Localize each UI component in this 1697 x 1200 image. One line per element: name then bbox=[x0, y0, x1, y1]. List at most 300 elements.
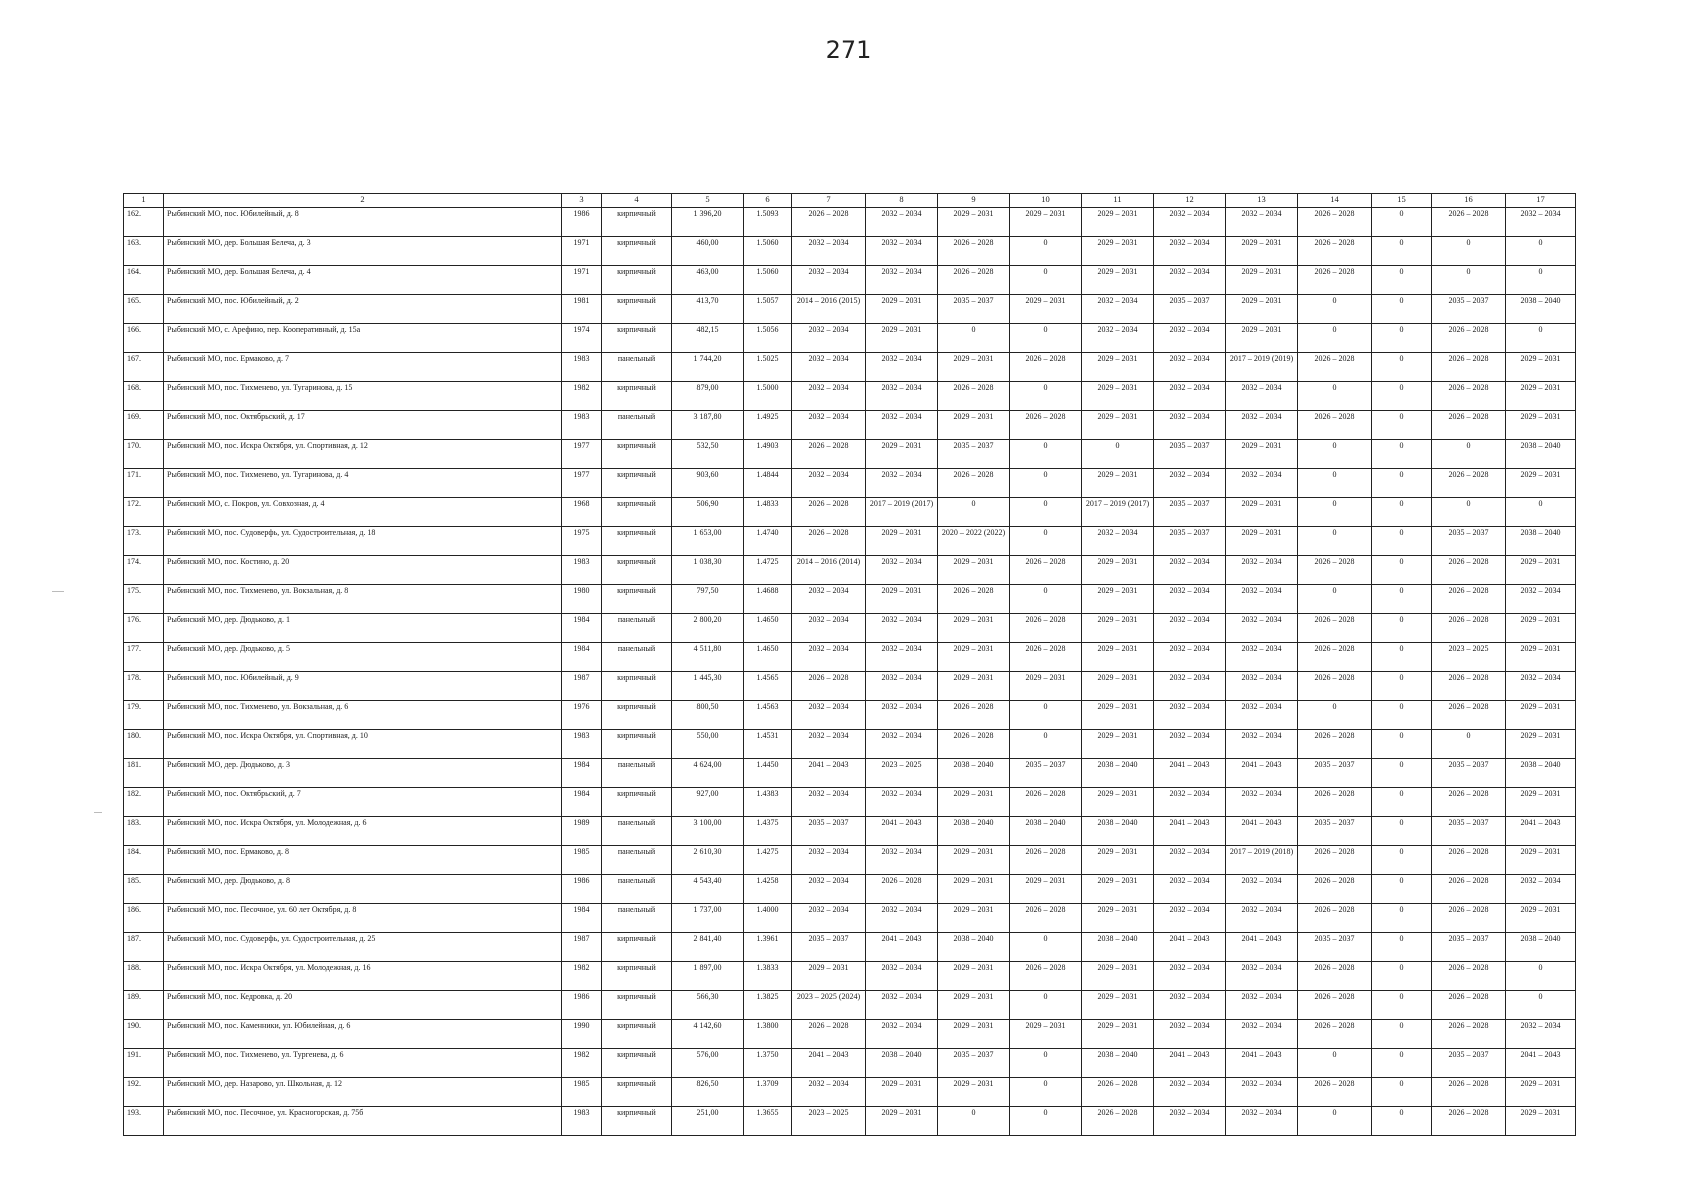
table-cell-col-15: 0 bbox=[1372, 730, 1432, 759]
table-cell-col-4: кирпичный bbox=[602, 208, 672, 237]
table-cell-col-13: 2032 – 2034 bbox=[1226, 991, 1298, 1020]
table-cell-col-7: 2032 – 2034 bbox=[792, 382, 866, 411]
table-cell-col-5: 3 187,80 bbox=[672, 411, 744, 440]
table-cell-col-7: 2014 – 2016 (2014) bbox=[792, 556, 866, 585]
table-cell-col-13: 2032 – 2034 bbox=[1226, 904, 1298, 933]
table-cell-col-12: 2032 – 2034 bbox=[1154, 1020, 1226, 1049]
table-cell-col-6: 1.3825 bbox=[744, 991, 792, 1020]
register-table bbox=[123, 193, 1576, 1136]
table-cell-col-7: 2041 – 2043 bbox=[792, 759, 866, 788]
table-row bbox=[124, 1078, 1576, 1107]
table-cell-col-12: 2041 – 2043 bbox=[1154, 759, 1226, 788]
table-cell-col-13: 2029 – 2031 bbox=[1226, 527, 1298, 556]
table-cell-col-11: 2032 – 2034 bbox=[1082, 295, 1154, 324]
table-cell-col-13: 2032 – 2034 bbox=[1226, 643, 1298, 672]
table-cell-col-4: кирпичный bbox=[602, 440, 672, 469]
table-row bbox=[124, 353, 1576, 382]
table-cell-col-2: Рыбинский МО, дер. Дюдьково, д. 5 bbox=[164, 643, 562, 672]
table-cell-col-7: 2023 – 2025 (2024) bbox=[792, 991, 866, 1020]
table-cell-col-6: 1.4740 bbox=[744, 527, 792, 556]
table-cell-col-11: 2038 – 2040 bbox=[1082, 933, 1154, 962]
table-row bbox=[124, 527, 1576, 556]
table-cell-col-5: 3 100,00 bbox=[672, 817, 744, 846]
table-cell-col-8: 2029 – 2031 bbox=[866, 295, 938, 324]
table-cell-col-1: 182. bbox=[124, 788, 164, 817]
table-cell-col-9: 2035 – 2037 bbox=[938, 1049, 1010, 1078]
table-cell-col-13: 2032 – 2034 bbox=[1226, 730, 1298, 759]
table-cell-col-16: 2026 – 2028 bbox=[1432, 962, 1506, 991]
table-cell-col-1: 180. bbox=[124, 730, 164, 759]
table-cell-col-8: 2032 – 2034 bbox=[866, 556, 938, 585]
table-cell-col-7: 2035 – 2037 bbox=[792, 817, 866, 846]
column-header-14: 14 bbox=[1298, 194, 1372, 208]
table-cell-col-14: 2026 – 2028 bbox=[1298, 643, 1372, 672]
table-cell-col-5: 1 744,20 bbox=[672, 353, 744, 382]
table-cell-col-14: 0 bbox=[1298, 1107, 1372, 1136]
table-cell-col-2: Рыбинский МО, пос. Тихменево, ул. Вокзальная, д. 8 bbox=[164, 585, 562, 614]
table-cell-col-17: 2038 – 2040 bbox=[1506, 759, 1576, 788]
table-cell-col-5: 826,50 bbox=[672, 1078, 744, 1107]
table-cell-col-12: 2035 – 2037 bbox=[1154, 498, 1226, 527]
table-cell-col-7: 2026 – 2028 bbox=[792, 1020, 866, 1049]
table-cell-col-8: 2032 – 2034 bbox=[866, 411, 938, 440]
table-cell-col-14: 2026 – 2028 bbox=[1298, 556, 1372, 585]
column-header-11: 11 bbox=[1082, 194, 1154, 208]
table-row bbox=[124, 440, 1576, 469]
table-cell-col-5: 903,60 bbox=[672, 469, 744, 498]
table-cell-col-5: 4 624,00 bbox=[672, 759, 744, 788]
table-cell-col-16: 2026 – 2028 bbox=[1432, 875, 1506, 904]
table-cell-col-1: 175. bbox=[124, 585, 164, 614]
table-cell-col-9: 2026 – 2028 bbox=[938, 730, 1010, 759]
table-cell-col-8: 2029 – 2031 bbox=[866, 1107, 938, 1136]
table-cell-col-2: Рыбинский МО, с. Покров, ул. Совхозная, д. 4 bbox=[164, 498, 562, 527]
table-cell-col-12: 2032 – 2034 bbox=[1154, 846, 1226, 875]
table-cell-col-16: 2026 – 2028 bbox=[1432, 1107, 1506, 1136]
table-cell-col-5: 800,50 bbox=[672, 701, 744, 730]
table-cell-col-8: 2029 – 2031 bbox=[866, 1078, 938, 1107]
table-cell-col-14: 2026 – 2028 bbox=[1298, 614, 1372, 643]
table-cell-col-10: 2029 – 2031 bbox=[1010, 295, 1082, 324]
table-cell-col-9: 2029 – 2031 bbox=[938, 904, 1010, 933]
table-cell-col-13: 2029 – 2031 bbox=[1226, 237, 1298, 266]
table-cell-col-2: Рыбинский МО, дер. Дюдьково, д. 1 bbox=[164, 614, 562, 643]
table-cell-col-3: 1984 bbox=[562, 759, 602, 788]
table-cell-col-5: 576,00 bbox=[672, 1049, 744, 1078]
table-cell-col-9: 2029 – 2031 bbox=[938, 672, 1010, 701]
table-cell-col-5: 927,00 bbox=[672, 788, 744, 817]
table-cell-col-12: 2032 – 2034 bbox=[1154, 208, 1226, 237]
column-header-17: 17 bbox=[1506, 194, 1576, 208]
table-cell-col-17: 0 bbox=[1506, 962, 1576, 991]
table-cell-col-16: 2035 – 2037 bbox=[1432, 1049, 1506, 1078]
table-cell-col-13: 2029 – 2031 bbox=[1226, 324, 1298, 353]
table-cell-col-2: Рыбинский МО, пос. Песочное, ул. Красногорская, д. 75б bbox=[164, 1107, 562, 1136]
table-cell-col-12: 2041 – 2043 bbox=[1154, 817, 1226, 846]
table-cell-col-10: 2035 – 2037 bbox=[1010, 759, 1082, 788]
table-cell-col-6: 1.4563 bbox=[744, 701, 792, 730]
table-cell-col-16: 0 bbox=[1432, 440, 1506, 469]
table-cell-col-6: 1.5060 bbox=[744, 237, 792, 266]
table-cell-col-2: Рыбинский МО, пос. Искра Октября, ул. Молодежная, д. 6 bbox=[164, 817, 562, 846]
table-cell-col-5: 506,90 bbox=[672, 498, 744, 527]
table-cell-col-2: Рыбинский МО, пос. Тихменево, ул. Тугаринова, д. 4 bbox=[164, 469, 562, 498]
table-cell-col-4: кирпичный bbox=[602, 237, 672, 266]
table-cell-col-10: 0 bbox=[1010, 469, 1082, 498]
table-cell-col-8: 2032 – 2034 bbox=[866, 846, 938, 875]
table-row bbox=[124, 788, 1576, 817]
table-cell-col-5: 879,00 bbox=[672, 382, 744, 411]
table-cell-col-17: 2029 – 2031 bbox=[1506, 701, 1576, 730]
table-cell-col-4: панельный bbox=[602, 411, 672, 440]
table-cell-col-17: 2032 – 2034 bbox=[1506, 875, 1576, 904]
margin-mark bbox=[52, 591, 64, 592]
table-cell-col-17: 0 bbox=[1506, 498, 1576, 527]
table-cell-col-7: 2032 – 2034 bbox=[792, 1078, 866, 1107]
table-cell-col-15: 0 bbox=[1372, 614, 1432, 643]
table-cell-col-14: 2026 – 2028 bbox=[1298, 991, 1372, 1020]
table-cell-col-5: 532,50 bbox=[672, 440, 744, 469]
table-cell-col-16: 2026 – 2028 bbox=[1432, 991, 1506, 1020]
table-cell-col-12: 2041 – 2043 bbox=[1154, 933, 1226, 962]
table-cell-col-2: Рыбинский МО, пос. Октябрьский, д. 17 bbox=[164, 411, 562, 440]
table-cell-col-11: 2038 – 2040 bbox=[1082, 1049, 1154, 1078]
table-cell-col-3: 1968 bbox=[562, 498, 602, 527]
table-cell-col-16: 2026 – 2028 bbox=[1432, 1078, 1506, 1107]
table-cell-col-14: 2035 – 2037 bbox=[1298, 759, 1372, 788]
table-cell-col-10: 2026 – 2028 bbox=[1010, 904, 1082, 933]
table-cell-col-9: 2038 – 2040 bbox=[938, 817, 1010, 846]
table-cell-col-10: 2026 – 2028 bbox=[1010, 411, 1082, 440]
table-cell-col-1: 192. bbox=[124, 1078, 164, 1107]
table-cell-col-6: 1.4275 bbox=[744, 846, 792, 875]
table-cell-col-10: 0 bbox=[1010, 585, 1082, 614]
table-cell-col-11: 2038 – 2040 bbox=[1082, 817, 1154, 846]
table-cell-col-1: 179. bbox=[124, 701, 164, 730]
table-cell-col-8: 2023 – 2025 bbox=[866, 759, 938, 788]
table-cell-col-7: 2026 – 2028 bbox=[792, 208, 866, 237]
table-cell-col-7: 2032 – 2034 bbox=[792, 730, 866, 759]
table-cell-col-3: 1983 bbox=[562, 1107, 602, 1136]
table-cell-col-14: 2026 – 2028 bbox=[1298, 353, 1372, 382]
table-cell-col-16: 0 bbox=[1432, 237, 1506, 266]
table-cell-col-1: 181. bbox=[124, 759, 164, 788]
table-cell-col-6: 1.4450 bbox=[744, 759, 792, 788]
table-cell-col-7: 2032 – 2034 bbox=[792, 266, 866, 295]
table-cell-col-17: 2032 – 2034 bbox=[1506, 585, 1576, 614]
table-cell-col-17: 2032 – 2034 bbox=[1506, 1020, 1576, 1049]
table-cell-col-12: 2032 – 2034 bbox=[1154, 469, 1226, 498]
table-cell-col-12: 2032 – 2034 bbox=[1154, 266, 1226, 295]
table-cell-col-10: 2029 – 2031 bbox=[1010, 1020, 1082, 1049]
table-cell-col-1: 185. bbox=[124, 875, 164, 904]
table-cell-col-8: 2041 – 2043 bbox=[866, 933, 938, 962]
table-cell-col-4: кирпичный bbox=[602, 701, 672, 730]
table-cell-col-10: 0 bbox=[1010, 266, 1082, 295]
table-cell-col-3: 1984 bbox=[562, 904, 602, 933]
table-cell-col-9: 2029 – 2031 bbox=[938, 353, 1010, 382]
header-row bbox=[124, 194, 1576, 208]
table-cell-col-2: Рыбинский МО, дер. Большая Белеча, д. 3 bbox=[164, 237, 562, 266]
table-cell-col-7: 2032 – 2034 bbox=[792, 701, 866, 730]
table-cell-col-1: 165. bbox=[124, 295, 164, 324]
table-cell-col-3: 1976 bbox=[562, 701, 602, 730]
table-cell-col-5: 550,00 bbox=[672, 730, 744, 759]
table-cell-col-15: 0 bbox=[1372, 962, 1432, 991]
column-header-16: 16 bbox=[1432, 194, 1506, 208]
table-cell-col-12: 2032 – 2034 bbox=[1154, 904, 1226, 933]
table-cell-col-15: 0 bbox=[1372, 498, 1432, 527]
table-cell-col-17: 2038 – 2040 bbox=[1506, 295, 1576, 324]
table-cell-col-12: 2032 – 2034 bbox=[1154, 1107, 1226, 1136]
table-row bbox=[124, 904, 1576, 933]
table-cell-col-14: 2026 – 2028 bbox=[1298, 904, 1372, 933]
table-cell-col-10: 0 bbox=[1010, 1049, 1082, 1078]
table-cell-col-2: Рыбинский МО, пос. Тихменево, ул. Тургенева, д. 6 bbox=[164, 1049, 562, 1078]
table-cell-col-5: 251,00 bbox=[672, 1107, 744, 1136]
table-cell-col-2: Рыбинский МО, пос. Искра Октября, ул. Спортивная, д. 10 bbox=[164, 730, 562, 759]
table-row bbox=[124, 672, 1576, 701]
table-cell-col-7: 2032 – 2034 bbox=[792, 469, 866, 498]
table-cell-col-17: 2029 – 2031 bbox=[1506, 614, 1576, 643]
table-cell-col-2: Рыбинский МО, пос. Кедровка, д. 20 bbox=[164, 991, 562, 1020]
table-cell-col-1: 162. bbox=[124, 208, 164, 237]
table-cell-col-3: 1971 bbox=[562, 266, 602, 295]
table-cell-col-1: 167. bbox=[124, 353, 164, 382]
table-cell-col-10: 0 bbox=[1010, 440, 1082, 469]
table-cell-col-8: 2032 – 2034 bbox=[866, 614, 938, 643]
table-cell-col-13: 2032 – 2034 bbox=[1226, 382, 1298, 411]
table-cell-col-2: Рыбинский МО, дер. Дюдьково, д. 3 bbox=[164, 759, 562, 788]
table-cell-col-17: 0 bbox=[1506, 324, 1576, 353]
table-cell-col-12: 2035 – 2037 bbox=[1154, 527, 1226, 556]
table-cell-col-3: 1983 bbox=[562, 730, 602, 759]
table-cell-col-7: 2032 – 2034 bbox=[792, 585, 866, 614]
table-cell-col-15: 0 bbox=[1372, 788, 1432, 817]
table-row bbox=[124, 759, 1576, 788]
table-cell-col-13: 2032 – 2034 bbox=[1226, 585, 1298, 614]
table-cell-col-5: 463,00 bbox=[672, 266, 744, 295]
column-header-3: 3 bbox=[562, 194, 602, 208]
table-cell-col-12: 2032 – 2034 bbox=[1154, 411, 1226, 440]
table-row bbox=[124, 266, 1576, 295]
table-cell-col-15: 0 bbox=[1372, 556, 1432, 585]
table-cell-col-3: 1986 bbox=[562, 208, 602, 237]
table-cell-col-4: кирпичный bbox=[602, 295, 672, 324]
table-cell-col-14: 0 bbox=[1298, 382, 1372, 411]
table-cell-col-12: 2032 – 2034 bbox=[1154, 353, 1226, 382]
table-cell-col-6: 1.4903 bbox=[744, 440, 792, 469]
table-cell-col-6: 1.3833 bbox=[744, 962, 792, 991]
table-cell-col-1: 183. bbox=[124, 817, 164, 846]
table-cell-col-15: 0 bbox=[1372, 411, 1432, 440]
table-cell-col-2: Рыбинский МО, пос. Судоверфь, ул. Судостроительная, д. 25 bbox=[164, 933, 562, 962]
table-cell-col-8: 2032 – 2034 bbox=[866, 208, 938, 237]
table-cell-col-14: 2026 – 2028 bbox=[1298, 875, 1372, 904]
table-cell-col-17: 2038 – 2040 bbox=[1506, 933, 1576, 962]
table-cell-col-3: 1985 bbox=[562, 846, 602, 875]
table-cell-col-8: 2032 – 2034 bbox=[866, 904, 938, 933]
table-cell-col-14: 2026 – 2028 bbox=[1298, 1020, 1372, 1049]
table-cell-col-2: Рыбинский МО, дер. Большая Белеча, д. 4 bbox=[164, 266, 562, 295]
table-cell-col-1: 176. bbox=[124, 614, 164, 643]
table-cell-col-12: 2032 – 2034 bbox=[1154, 991, 1226, 1020]
table-cell-col-1: 172. bbox=[124, 498, 164, 527]
table-cell-col-2: Рыбинский МО, пос. Юбилейный, д. 8 bbox=[164, 208, 562, 237]
table-cell-col-16: 2026 – 2028 bbox=[1432, 556, 1506, 585]
table-cell-col-6: 1.4565 bbox=[744, 672, 792, 701]
table-cell-col-8: 2032 – 2034 bbox=[866, 788, 938, 817]
table-cell-col-2: Рыбинский МО, пос. Каменники, ул. Юбилейная, д. 6 bbox=[164, 1020, 562, 1049]
table-cell-col-8: 2029 – 2031 bbox=[866, 324, 938, 353]
table-cell-col-6: 1.5093 bbox=[744, 208, 792, 237]
table-cell-col-12: 2035 – 2037 bbox=[1154, 295, 1226, 324]
table-cell-col-1: 178. bbox=[124, 672, 164, 701]
table-cell-col-17: 2029 – 2031 bbox=[1506, 904, 1576, 933]
table-cell-col-4: кирпичный bbox=[602, 1020, 672, 1049]
table-cell-col-16: 2035 – 2037 bbox=[1432, 759, 1506, 788]
table-cell-col-7: 2032 – 2034 bbox=[792, 324, 866, 353]
table-cell-col-16: 2026 – 2028 bbox=[1432, 353, 1506, 382]
table-cell-col-17: 0 bbox=[1506, 991, 1576, 1020]
table-cell-col-8: 2032 – 2034 bbox=[866, 730, 938, 759]
table-cell-col-3: 1977 bbox=[562, 440, 602, 469]
table-row bbox=[124, 382, 1576, 411]
table-cell-col-10: 0 bbox=[1010, 933, 1082, 962]
table-cell-col-8: 2032 – 2034 bbox=[866, 1020, 938, 1049]
table-cell-col-17: 2029 – 2031 bbox=[1506, 353, 1576, 382]
table-cell-col-15: 0 bbox=[1372, 469, 1432, 498]
table-body bbox=[124, 208, 1576, 1136]
table-cell-col-11: 0 bbox=[1082, 440, 1154, 469]
table-cell-col-4: панельный bbox=[602, 875, 672, 904]
table-cell-col-13: 2032 – 2034 bbox=[1226, 672, 1298, 701]
table-cell-col-15: 0 bbox=[1372, 846, 1432, 875]
table-cell-col-4: панельный bbox=[602, 353, 672, 382]
table-cell-col-5: 1 445,30 bbox=[672, 672, 744, 701]
table-cell-col-16: 2035 – 2037 bbox=[1432, 295, 1506, 324]
table-cell-col-11: 2029 – 2031 bbox=[1082, 382, 1154, 411]
table-cell-col-7: 2041 – 2043 bbox=[792, 1049, 866, 1078]
table-cell-col-9: 2029 – 2031 bbox=[938, 846, 1010, 875]
table-row bbox=[124, 469, 1576, 498]
table-cell-col-10: 2026 – 2028 bbox=[1010, 614, 1082, 643]
table-cell-col-15: 0 bbox=[1372, 585, 1432, 614]
table-cell-col-7: 2026 – 2028 bbox=[792, 440, 866, 469]
table-cell-col-8: 2032 – 2034 bbox=[866, 266, 938, 295]
table-cell-col-9: 2029 – 2031 bbox=[938, 991, 1010, 1020]
table-cell-col-10: 0 bbox=[1010, 498, 1082, 527]
table-cell-col-10: 2026 – 2028 bbox=[1010, 556, 1082, 585]
table-cell-col-3: 1984 bbox=[562, 614, 602, 643]
table-cell-col-10: 0 bbox=[1010, 237, 1082, 266]
table-cell-col-14: 2026 – 2028 bbox=[1298, 411, 1372, 440]
table-cell-col-6: 1.4258 bbox=[744, 875, 792, 904]
table-cell-col-2: Рыбинский МО, пос. Костино, д. 20 bbox=[164, 556, 562, 585]
table-cell-col-6: 1.3750 bbox=[744, 1049, 792, 1078]
table-cell-col-5: 4 511,80 bbox=[672, 643, 744, 672]
table-cell-col-1: 187. bbox=[124, 933, 164, 962]
table-cell-col-15: 0 bbox=[1372, 353, 1432, 382]
table-cell-col-11: 2029 – 2031 bbox=[1082, 672, 1154, 701]
table-cell-col-1: 189. bbox=[124, 991, 164, 1020]
table-cell-col-1: 174. bbox=[124, 556, 164, 585]
table-cell-col-9: 2026 – 2028 bbox=[938, 237, 1010, 266]
table-cell-col-3: 1982 bbox=[562, 382, 602, 411]
table-cell-col-9: 2035 – 2037 bbox=[938, 295, 1010, 324]
table-cell-col-10: 0 bbox=[1010, 701, 1082, 730]
table-cell-col-14: 0 bbox=[1298, 1049, 1372, 1078]
table-cell-col-11: 2032 – 2034 bbox=[1082, 527, 1154, 556]
table-cell-col-3: 1990 bbox=[562, 1020, 602, 1049]
table-row bbox=[124, 1049, 1576, 1078]
table-row bbox=[124, 411, 1576, 440]
table-cell-col-2: Рыбинский МО, с. Арефино, пер. Кооперативный, д. 15а bbox=[164, 324, 562, 353]
table-cell-col-15: 0 bbox=[1372, 208, 1432, 237]
column-header-4: 4 bbox=[602, 194, 672, 208]
table-cell-col-12: 2032 – 2034 bbox=[1154, 875, 1226, 904]
table-cell-col-16: 2026 – 2028 bbox=[1432, 788, 1506, 817]
table-cell-col-9: 2029 – 2031 bbox=[938, 208, 1010, 237]
table-cell-col-8: 2032 – 2034 bbox=[866, 237, 938, 266]
table-cell-col-7: 2035 – 2037 bbox=[792, 933, 866, 962]
table-cell-col-14: 2035 – 2037 bbox=[1298, 817, 1372, 846]
table-cell-col-3: 1983 bbox=[562, 556, 602, 585]
table-cell-col-1: 193. bbox=[124, 1107, 164, 1136]
table-cell-col-3: 1975 bbox=[562, 527, 602, 556]
table-cell-col-1: 168. bbox=[124, 382, 164, 411]
table-row bbox=[124, 295, 1576, 324]
table-cell-col-17: 2029 – 2031 bbox=[1506, 469, 1576, 498]
table-cell-col-9: 2029 – 2031 bbox=[938, 556, 1010, 585]
table-cell-col-8: 2032 – 2034 bbox=[866, 701, 938, 730]
table-cell-col-7: 2032 – 2034 bbox=[792, 353, 866, 382]
table-cell-col-14: 2026 – 2028 bbox=[1298, 962, 1372, 991]
table-cell-col-15: 0 bbox=[1372, 527, 1432, 556]
table-row bbox=[124, 237, 1576, 266]
table-cell-col-9: 2026 – 2028 bbox=[938, 382, 1010, 411]
table-cell-col-16: 2026 – 2028 bbox=[1432, 208, 1506, 237]
table-cell-col-8: 2032 – 2034 bbox=[866, 382, 938, 411]
table-row bbox=[124, 962, 1576, 991]
table-cell-col-1: 163. bbox=[124, 237, 164, 266]
column-header-13: 13 bbox=[1226, 194, 1298, 208]
table-cell-col-15: 0 bbox=[1372, 324, 1432, 353]
table-cell-col-16: 2026 – 2028 bbox=[1432, 904, 1506, 933]
table-cell-col-13: 2032 – 2034 bbox=[1226, 1107, 1298, 1136]
table-cell-col-13: 2041 – 2043 bbox=[1226, 759, 1298, 788]
table-cell-col-9: 2029 – 2031 bbox=[938, 962, 1010, 991]
table-cell-col-9: 2020 – 2022 (2022) bbox=[938, 527, 1010, 556]
table-cell-col-17: 2029 – 2031 bbox=[1506, 846, 1576, 875]
table-cell-col-2: Рыбинский МО, пос. Октябрьский, д. 7 bbox=[164, 788, 562, 817]
table-cell-col-9: 2026 – 2028 bbox=[938, 701, 1010, 730]
table-cell-col-3: 1974 bbox=[562, 324, 602, 353]
table-cell-col-10: 0 bbox=[1010, 991, 1082, 1020]
table-cell-col-11: 2029 – 2031 bbox=[1082, 846, 1154, 875]
table-cell-col-2: Рыбинский МО, пос. Искра Октября, ул. Молодежная, д. 16 bbox=[164, 962, 562, 991]
column-header-15: 15 bbox=[1372, 194, 1432, 208]
page-number: 271 bbox=[825, 36, 872, 64]
table-cell-col-13: 2029 – 2031 bbox=[1226, 266, 1298, 295]
table-cell-col-7: 2032 – 2034 bbox=[792, 614, 866, 643]
table-cell-col-15: 0 bbox=[1372, 991, 1432, 1020]
table-cell-col-4: панельный bbox=[602, 759, 672, 788]
table-cell-col-13: 2032 – 2034 bbox=[1226, 875, 1298, 904]
table-cell-col-14: 0 bbox=[1298, 324, 1372, 353]
table-cell-col-10: 0 bbox=[1010, 527, 1082, 556]
table-cell-col-3: 1980 bbox=[562, 585, 602, 614]
